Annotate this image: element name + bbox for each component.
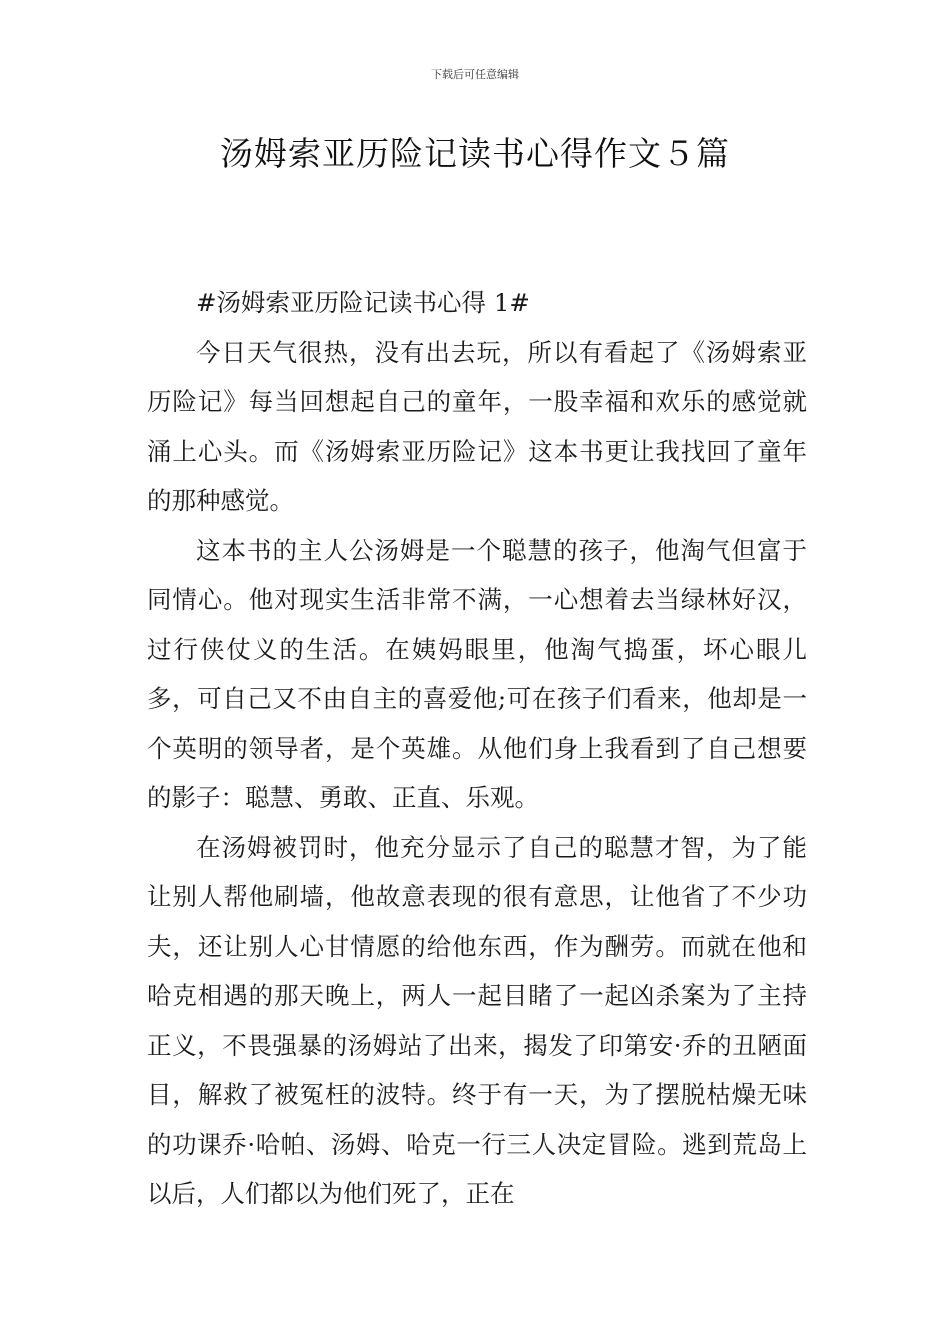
document-body	[147, 278, 807, 1219]
paragraph: 在汤姆被罚时，他充分显示了自己的聪慧才智，为了能让别人帮他刷墙，他故意表现的很有意思，让他省了不少功夫，还让别人心甘情愿的给他东西，作为酬劳。而就在他和哈克相遇的那天晚上，两人一起目睹了一起凶杀案为了主持正义，不畏强暴的汤姆站了出来，揭发了印第安·乔的丑陋面目，解救了被冤枉的波特。终于有一天，为了摆脱枯燥无味的功课乔·哈帕、汤姆、哈克一行三人决定冒险。逃到荒岛上以后，人们都以为他们死了，正在	[147, 832, 807, 1208]
page-title: 汤姆索亚历险记读书心得作文５篇	[220, 134, 730, 173]
paragraph: 这本书的主人公汤姆是一个聪慧的孩子，他淘气但富于同情心。他对现实生活非常不满，一心想着去当绿林好汉，过行侠仗义的生活。在姨妈眼里，他淘气捣蛋，坏心眼儿多，可自己又不由自主的喜爱他;可在孩子们看来，他却是一个英明的领导者，是个英雄。从他们身上我看到了自己想要的影子：聪慧、勇敢、正直、乐观。	[147, 535, 807, 812]
section-heading: #汤姆索亚历险记读书心得 1#	[196, 288, 530, 317]
header-note: 下载后可任意编辑	[431, 68, 519, 81]
paragraph: 今日天气很热，没有出去玩，所以有看起了《汤姆索亚历险记》每当回想起自己的童年，一股幸福和欢乐的感觉就涌上心头。而《汤姆索亚历险记》这本书更让我找回了童年的那种感觉。	[147, 337, 807, 515]
